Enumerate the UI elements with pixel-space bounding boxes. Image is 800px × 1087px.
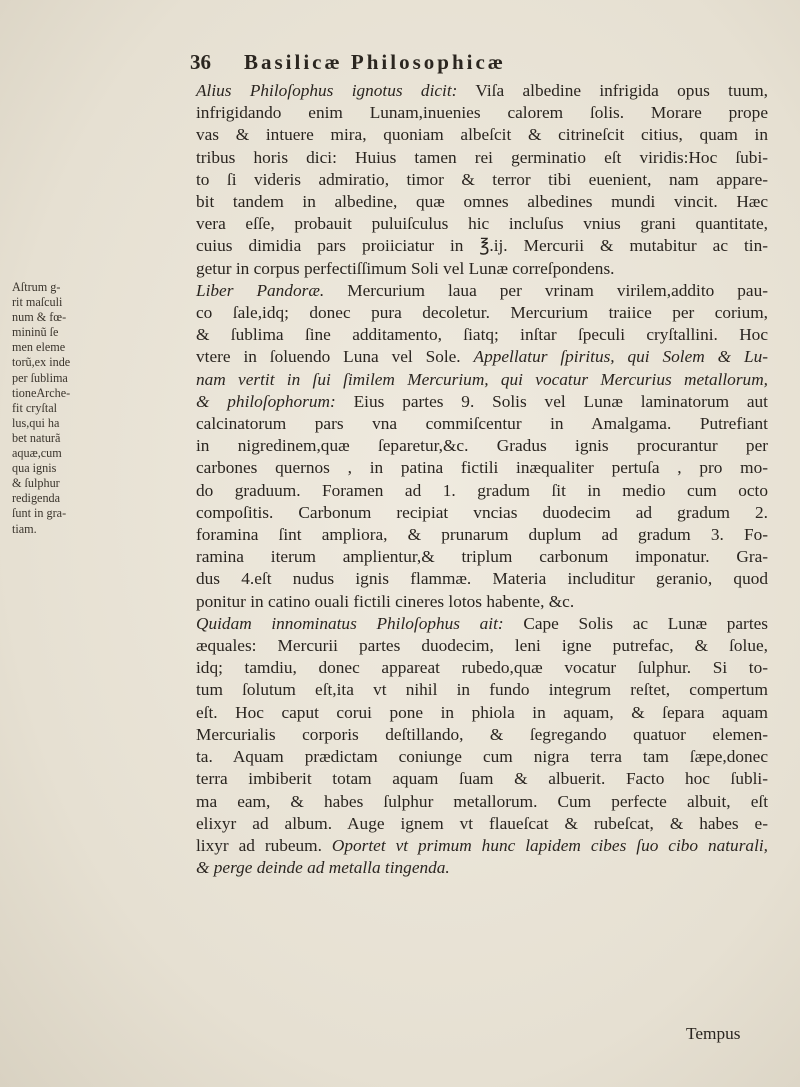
marginal-note-line: rit maſculi <box>12 295 63 310</box>
text-line: Mercurialis corporis deſtillando, & ſegregando quatuor elemen- <box>196 724 768 744</box>
marginal-note-line: mininũ ſe <box>12 325 59 340</box>
text-line: ramina iterum amplientur,& triplum carbonum imponatur. Gra- <box>196 547 768 567</box>
marginal-note-line: lus,qui ha <box>12 415 60 430</box>
running-title: Basilicæ Philosophicæ <box>244 50 506 74</box>
marginal-note-line: tioneArche- <box>12 385 71 400</box>
marginal-note-line: redigenda <box>12 491 61 506</box>
text-line: tum ſolutum eſt,ita vt nihil in fundo integrum reſtet, compertum <box>196 680 768 700</box>
text-line: carbones quernos , in patina fictili inæqualiter pertuſa , pro mo- <box>196 458 768 478</box>
marginal-note-line: qua ignis <box>12 461 57 476</box>
text-line: & ſublima ſine additamento, ſiatq; inſtar ſpeculi cryſtallini. Hoc <box>196 325 768 345</box>
text-line: nam vertit in ſui ſimilem Mercurium, qui vocatur Mercurius metallorum, <box>196 369 768 389</box>
text-line: terra imbiberit totam aquam ſuam & albuerit. Facto hoc ſubli- <box>196 769 768 789</box>
marginal-note-line: aquæ,cum <box>12 446 62 461</box>
text-line: eſt. Hoc caput corui pone in phiola in aquam, & ſepara aquam <box>196 702 768 722</box>
marginal-note-line: per ſublima <box>12 370 68 385</box>
text-line: co ſale,idq; donec pura decoletur. Mercurium traiice per corium, <box>196 303 768 323</box>
text-line: getur in corpus perfectiſſimum Soli vel Lunæ correſpondens. <box>196 258 615 278</box>
text-line: bit tandem in albedine, quæ omnes albedines mundi vincit. Hæc <box>196 192 768 212</box>
marginal-note-line: & ſulphur <box>12 476 60 491</box>
text-line: vas & intuere mira, quoniam albeſcit & citrineſcit citius, quam in <box>196 125 768 145</box>
text-line: vtere in ſoluendo Luna vel Sole. Appellatur ſpiritus, qui Solem & Lu- <box>196 347 768 367</box>
text-line: ponitur in catino ouali fictili cineres lotos habente, &c. <box>196 591 575 611</box>
marginal-note-line: ſunt in gra- <box>12 506 67 521</box>
catchword: Tempus <box>686 1024 741 1043</box>
text-line: Alius Philoſophus ignotus dicit: Viſa albedine infrigida opus tuum, <box>196 81 768 100</box>
main-text-block <box>196 80 768 879</box>
text-line: elixyr ad album. Auge ignem vt flaueſcat & rubeſcat, & habes e- <box>196 813 768 833</box>
marginal-note-line: num & fœ- <box>12 310 67 325</box>
text-line: calcinatorum pars vna commiſcentur in Amalgama. Putrefiant <box>196 414 768 434</box>
running-header <box>190 50 770 75</box>
text-line: foramina ſint ampliora, & prunarum duplum ad gradum 3. Fo- <box>196 525 768 545</box>
text-line: æquales: Mercurii partes duodecim, leni igne putrefac, & ſolue, <box>196 636 768 656</box>
text-line: ma eam, & habes ſulphur metallorum. Cum perfecte albuit, eſt <box>196 791 768 811</box>
text-line: cuius dimidia pars proiiciatur in ℥.ij. Mercurii & mutabitur ac tin- <box>196 236 768 256</box>
text-line: idq; tamdiu, donec appareat rubedo,quæ vocatur ſulphur. Si to- <box>196 658 768 678</box>
marginal-note-line: Aſtrum g- <box>12 280 61 294</box>
marginal-note-line: tiam. <box>12 521 37 536</box>
text-line: lixyr ad rubeum. Oportet vt primum hunc lapidem cibes ſuo cibo naturali, <box>196 835 768 855</box>
text-line: dus 4.eſt nudus ignis flammæ. Materia includitur geranio, quod <box>196 569 768 589</box>
text-line: in nigredinem,quæ ſeparetur,&c. Gradus ignis procurantur per <box>196 436 768 456</box>
text-line: & philoſophorum: Eius partes 9. Solis vel Lunæ laminatorum aut <box>196 391 768 411</box>
marginal-note-line: fit cryſtal <box>12 400 58 415</box>
text-line: & perge deinde ad metalla tingenda. <box>196 858 450 878</box>
page-number: 36 <box>190 50 211 74</box>
text-line: do graduum. Foramen ad 1. gradum ſit in medio cum octo <box>196 480 768 500</box>
marginal-note-line: bet naturã <box>12 430 61 445</box>
text-line: ta. Aquam prædictam coniunge cum nigra terra tam ſæpe,donec <box>196 747 768 767</box>
text-line: vera eſſe, probauit puluiſculus hic incluſus vnius grani quantitate, <box>196 214 768 234</box>
marginal-note-line: torũ,ex inde <box>12 355 71 370</box>
text-line: compoſitis. Carbonum recipiat vncias duodecim ad gradum 2. <box>196 502 768 522</box>
text-line: Liber Pandoræ. Mercurium laua per vrinam virilem,addito pau- <box>196 280 768 300</box>
text-line: to ſi videris admiratio, timor & terror tibi euenient, nam appare- <box>196 169 768 189</box>
text-line: infrigidando enim Lunam,inuenies calorem ſolis. Morare prope <box>196 103 768 123</box>
marginal-note-line: men eleme <box>12 340 66 355</box>
text-line: Quidam innominatus Philoſophus ait: Cape Solis ac Lunæ partes <box>196 613 769 633</box>
text-line: tribus horis dici: Huius tamen rei germinatio eſt viridis:Hoc ſubi- <box>196 147 768 167</box>
marginal-note <box>12 280 92 537</box>
